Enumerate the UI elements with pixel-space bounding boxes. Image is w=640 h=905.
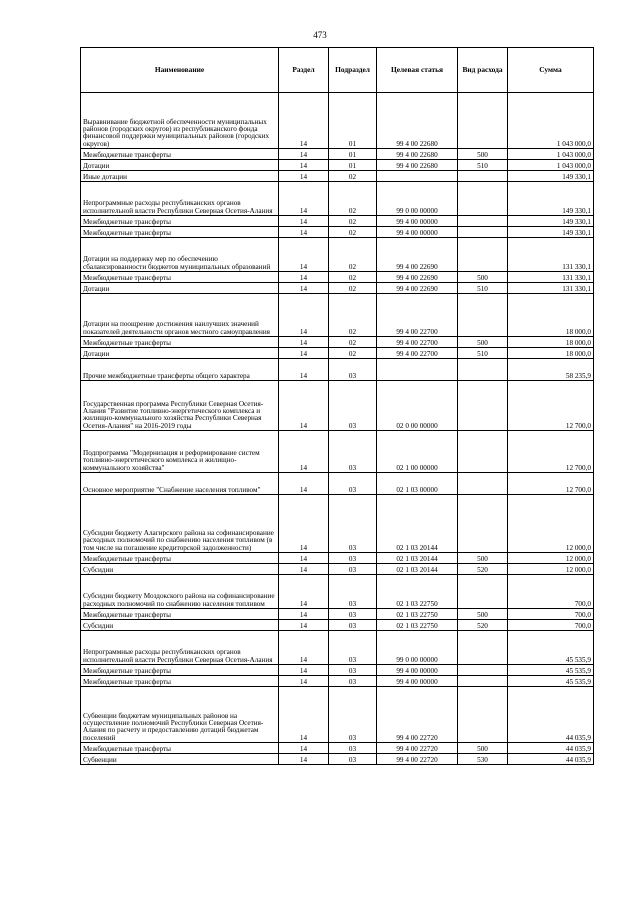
cell-name: Субсидии бюджету Моздокского района на софинансирование расходных полномочий по снабжению населения топливом bbox=[81, 575, 279, 609]
cell-subsection: 03 bbox=[329, 676, 377, 687]
cell-name: Субвенции bbox=[81, 754, 279, 765]
cell-section: 14 bbox=[279, 337, 329, 348]
cell-amount: 44 035,9 bbox=[508, 754, 594, 765]
cell-expense-type bbox=[458, 227, 508, 238]
cell-name: Непрограммные расходы республиканских органов исполнительной власти Республики Северная Осетия-Алания bbox=[81, 631, 279, 665]
cell-name: Субсидии bbox=[81, 564, 279, 575]
cell-target: 99 4 00 22690 bbox=[377, 283, 458, 294]
cell-name: Субвенции бюджетам муниципальных районов на осуществление полномочий Республики Северная Осетия-Алания по расчету и предоставлению дотаций бюджетам поселений bbox=[81, 687, 279, 743]
cell-subsection: 03 bbox=[329, 431, 377, 473]
cell-target: 99 0 00 00000 bbox=[377, 182, 458, 216]
cell-amount: 149 330,1 bbox=[508, 182, 594, 216]
header-name: Наименование bbox=[81, 48, 279, 93]
cell-section: 14 bbox=[279, 553, 329, 564]
cell-expense-type: 530 bbox=[458, 754, 508, 765]
cell-subsection: 03 bbox=[329, 575, 377, 609]
cell-amount: 131 330,1 bbox=[508, 238, 594, 272]
cell-amount: 12 700,0 bbox=[508, 381, 594, 431]
cell-subsection: 01 bbox=[329, 93, 377, 149]
cell-subsection: 03 bbox=[329, 687, 377, 743]
cell-subsection: 03 bbox=[329, 381, 377, 431]
table-row bbox=[81, 348, 594, 359]
cell-name: Дотации bbox=[81, 348, 279, 359]
table-row bbox=[81, 631, 594, 665]
cell-subsection: 01 bbox=[329, 149, 377, 160]
table-row bbox=[81, 171, 594, 182]
table-row bbox=[81, 620, 594, 631]
cell-section: 14 bbox=[279, 743, 329, 754]
table-row bbox=[81, 216, 594, 227]
cell-subsection: 03 bbox=[329, 743, 377, 754]
table-row bbox=[81, 665, 594, 676]
cell-target: 99 4 00 22700 bbox=[377, 348, 458, 359]
cell-expense-type bbox=[458, 359, 508, 381]
cell-subsection: 02 bbox=[329, 337, 377, 348]
cell-target: 99 4 00 22680 bbox=[377, 149, 458, 160]
cell-amount: 45 535,9 bbox=[508, 665, 594, 676]
cell-amount: 18 000,0 bbox=[508, 294, 594, 337]
cell-target: 02 1 03 22750 bbox=[377, 609, 458, 620]
cell-name: Межбюджетные трансферты bbox=[81, 676, 279, 687]
cell-section: 14 bbox=[279, 160, 329, 171]
table-row bbox=[81, 337, 594, 348]
cell-section: 14 bbox=[279, 687, 329, 743]
cell-section: 14 bbox=[279, 676, 329, 687]
cell-expense-type: 510 bbox=[458, 348, 508, 359]
cell-subsection: 02 bbox=[329, 294, 377, 337]
cell-subsection: 02 bbox=[329, 227, 377, 238]
cell-target: 99 4 00 00000 bbox=[377, 676, 458, 687]
cell-amount: 149 330,1 bbox=[508, 227, 594, 238]
cell-target: 02 1 00 00000 bbox=[377, 431, 458, 473]
cell-expense-type: 510 bbox=[458, 283, 508, 294]
cell-target: 02 1 03 20144 bbox=[377, 553, 458, 564]
cell-subsection: 02 bbox=[329, 238, 377, 272]
cell-amount: 700,0 bbox=[508, 620, 594, 631]
cell-section: 14 bbox=[279, 665, 329, 676]
cell-section: 14 bbox=[279, 93, 329, 149]
cell-name: Межбюджетные трансферты bbox=[81, 227, 279, 238]
cell-name: Прочие межбюджетные трансферты общего характера bbox=[81, 359, 279, 381]
cell-section: 14 bbox=[279, 754, 329, 765]
cell-name: Подпрограмма "Модернизация и реформирование систем топливно-энергетического комплекса и жилищно-коммунального хозяйства" bbox=[81, 431, 279, 473]
cell-target: 02 0 00 00000 bbox=[377, 381, 458, 431]
cell-target: 02 1 03 20144 bbox=[377, 564, 458, 575]
cell-amount: 1 043 000,0 bbox=[508, 160, 594, 171]
cell-expense-type: 500 bbox=[458, 337, 508, 348]
cell-subsection: 03 bbox=[329, 564, 377, 575]
cell-expense-type bbox=[458, 381, 508, 431]
cell-expense-type bbox=[458, 575, 508, 609]
cell-amount: 131 330,1 bbox=[508, 283, 594, 294]
cell-target: 02 1 03 00000 bbox=[377, 473, 458, 495]
cell-section: 14 bbox=[279, 620, 329, 631]
cell-subsection: 03 bbox=[329, 620, 377, 631]
header-amount: Сумма bbox=[508, 48, 594, 93]
table-row bbox=[81, 754, 594, 765]
cell-target: 99 4 00 22720 bbox=[377, 743, 458, 754]
cell-amount: 12 000,0 bbox=[508, 495, 594, 553]
cell-name: Субсидии бюджету Алагирского района на софинансирование расходных полномочий по снабжению населения топливом (в том числе на погашение кредиторской задолженности) bbox=[81, 495, 279, 553]
cell-section: 14 bbox=[279, 473, 329, 495]
cell-target: 99 4 00 00000 bbox=[377, 665, 458, 676]
table-row bbox=[81, 238, 594, 272]
cell-expense-type: 520 bbox=[458, 564, 508, 575]
cell-subsection: 03 bbox=[329, 473, 377, 495]
cell-name: Государственная программа Республики Северная Осетия-Алания "Развитие топливно-энергетического комплекса и жилищно-коммунального хозяйства Республики Северная Осетия-Алания" на 2016-2019 годы bbox=[81, 381, 279, 431]
cell-section: 14 bbox=[279, 272, 329, 283]
cell-name: Дотации на поддержку мер по обеспечению сбалансированности бюджетов муниципальных образований bbox=[81, 238, 279, 272]
header-subsection: Подраздел bbox=[329, 48, 377, 93]
cell-amount: 18 000,0 bbox=[508, 348, 594, 359]
cell-subsection: 03 bbox=[329, 553, 377, 564]
cell-target: 99 4 00 22700 bbox=[377, 337, 458, 348]
cell-amount: 149 330,1 bbox=[508, 216, 594, 227]
cell-expense-type bbox=[458, 294, 508, 337]
cell-subsection: 02 bbox=[329, 272, 377, 283]
cell-target bbox=[377, 359, 458, 381]
cell-target: 02 1 03 22750 bbox=[377, 620, 458, 631]
cell-subsection: 02 bbox=[329, 283, 377, 294]
cell-target bbox=[377, 171, 458, 182]
cell-section: 14 bbox=[279, 283, 329, 294]
table-row bbox=[81, 495, 594, 553]
cell-section: 14 bbox=[279, 294, 329, 337]
table-row bbox=[81, 381, 594, 431]
cell-subsection: 02 bbox=[329, 216, 377, 227]
cell-target: 99 4 00 00000 bbox=[377, 216, 458, 227]
cell-section: 14 bbox=[279, 227, 329, 238]
cell-expense-type bbox=[458, 687, 508, 743]
cell-name: Межбюджетные трансферты bbox=[81, 337, 279, 348]
cell-amount: 1 043 000,0 bbox=[508, 149, 594, 160]
cell-section: 14 bbox=[279, 149, 329, 160]
cell-target: 99 4 00 00000 bbox=[377, 227, 458, 238]
cell-name: Непрограммные расходы республиканских органов исполнительной власти Республики Северная Осетия-Алания bbox=[81, 182, 279, 216]
cell-expense-type bbox=[458, 93, 508, 149]
table-row bbox=[81, 182, 594, 216]
table-row bbox=[81, 553, 594, 564]
cell-subsection: 03 bbox=[329, 665, 377, 676]
cell-section: 14 bbox=[279, 631, 329, 665]
cell-name: Межбюджетные трансферты bbox=[81, 272, 279, 283]
cell-amount: 12 700,0 bbox=[508, 431, 594, 473]
cell-name: Выравнивание бюджетной обеспеченности муниципальных районов (городских округов) из республиканского фонда финансовой поддержки муниципальных районов (городских округов) bbox=[81, 93, 279, 149]
cell-expense-type bbox=[458, 182, 508, 216]
cell-subsection: 03 bbox=[329, 359, 377, 381]
cell-target: 99 4 00 22720 bbox=[377, 754, 458, 765]
table-row bbox=[81, 473, 594, 495]
cell-amount: 45 535,9 bbox=[508, 676, 594, 687]
budget-table bbox=[80, 47, 594, 765]
cell-expense-type: 520 bbox=[458, 620, 508, 631]
cell-subsection: 03 bbox=[329, 754, 377, 765]
cell-section: 14 bbox=[279, 216, 329, 227]
table-row bbox=[81, 575, 594, 609]
table-row bbox=[81, 676, 594, 687]
cell-section: 14 bbox=[279, 564, 329, 575]
cell-name: Основное мероприятие "Снабжение населения топливом" bbox=[81, 473, 279, 495]
cell-section: 14 bbox=[279, 431, 329, 473]
cell-target: 99 4 00 22690 bbox=[377, 238, 458, 272]
cell-section: 14 bbox=[279, 575, 329, 609]
cell-target: 99 4 00 22720 bbox=[377, 687, 458, 743]
cell-expense-type: 500 bbox=[458, 553, 508, 564]
table-row bbox=[81, 609, 594, 620]
cell-expense-type: 500 bbox=[458, 272, 508, 283]
cell-expense-type bbox=[458, 473, 508, 495]
cell-subsection: 01 bbox=[329, 160, 377, 171]
cell-subsection: 02 bbox=[329, 182, 377, 216]
cell-name: Межбюджетные трансферты bbox=[81, 149, 279, 160]
header-expense-type: Вид расхода bbox=[458, 48, 508, 93]
cell-amount: 12 000,0 bbox=[508, 564, 594, 575]
cell-amount: 1 043 000,0 bbox=[508, 93, 594, 149]
cell-name: Дотации bbox=[81, 160, 279, 171]
header-target: Целевая статья bbox=[377, 48, 458, 93]
table-row bbox=[81, 564, 594, 575]
table-row bbox=[81, 743, 594, 754]
table-row bbox=[81, 93, 594, 149]
cell-target: 99 4 00 22690 bbox=[377, 272, 458, 283]
cell-target: 99 4 00 22680 bbox=[377, 160, 458, 171]
cell-name: Дотации на поощрение достижения наилучших значений показателей деятельности органов местного самоуправления bbox=[81, 294, 279, 337]
cell-subsection: 03 bbox=[329, 631, 377, 665]
cell-expense-type: 500 bbox=[458, 743, 508, 754]
cell-name: Межбюджетные трансферты bbox=[81, 609, 279, 620]
table-row bbox=[81, 687, 594, 743]
cell-expense-type bbox=[458, 676, 508, 687]
cell-section: 14 bbox=[279, 238, 329, 272]
cell-name: Межбюджетные трансферты bbox=[81, 665, 279, 676]
cell-target: 99 4 00 22700 bbox=[377, 294, 458, 337]
cell-target: 99 4 00 22680 bbox=[377, 93, 458, 149]
cell-amount: 131 330,1 bbox=[508, 272, 594, 283]
cell-amount: 44 035,9 bbox=[508, 743, 594, 754]
cell-name: Межбюджетные трансферты bbox=[81, 553, 279, 564]
cell-expense-type bbox=[458, 665, 508, 676]
cell-section: 14 bbox=[279, 609, 329, 620]
cell-section: 14 bbox=[279, 171, 329, 182]
cell-expense-type bbox=[458, 216, 508, 227]
cell-expense-type bbox=[458, 631, 508, 665]
cell-expense-type bbox=[458, 495, 508, 553]
table-row bbox=[81, 431, 594, 473]
table-header-row bbox=[81, 48, 594, 93]
cell-name: Дотации bbox=[81, 283, 279, 294]
cell-expense-type: 500 bbox=[458, 609, 508, 620]
table-row bbox=[81, 272, 594, 283]
cell-expense-type bbox=[458, 238, 508, 272]
table-row bbox=[81, 359, 594, 381]
cell-target: 02 1 03 22750 bbox=[377, 575, 458, 609]
cell-section: 14 bbox=[279, 348, 329, 359]
cell-amount: 700,0 bbox=[508, 609, 594, 620]
cell-amount: 18 000,0 bbox=[508, 337, 594, 348]
cell-target: 99 0 00 00000 bbox=[377, 631, 458, 665]
cell-name: Субсидии bbox=[81, 620, 279, 631]
cell-subsection: 03 bbox=[329, 609, 377, 620]
cell-amount: 12 700,0 bbox=[508, 473, 594, 495]
cell-amount: 149 330,1 bbox=[508, 171, 594, 182]
cell-expense-type bbox=[458, 431, 508, 473]
cell-expense-type bbox=[458, 171, 508, 182]
cell-section: 14 bbox=[279, 359, 329, 381]
cell-section: 14 bbox=[279, 182, 329, 216]
table-row bbox=[81, 283, 594, 294]
cell-section: 14 bbox=[279, 495, 329, 553]
table-row bbox=[81, 149, 594, 160]
cell-section: 14 bbox=[279, 381, 329, 431]
cell-name: Межбюджетные трансферты bbox=[81, 216, 279, 227]
cell-subsection: 02 bbox=[329, 348, 377, 359]
cell-amount: 44 035,9 bbox=[508, 687, 594, 743]
cell-expense-type: 510 bbox=[458, 160, 508, 171]
cell-subsection: 03 bbox=[329, 495, 377, 553]
page-number: 473 bbox=[313, 30, 327, 40]
cell-target: 02 1 03 20144 bbox=[377, 495, 458, 553]
table-row bbox=[81, 160, 594, 171]
cell-amount: 700,0 bbox=[508, 575, 594, 609]
cell-name: Межбюджетные трансферты bbox=[81, 743, 279, 754]
cell-amount: 12 000,0 bbox=[508, 553, 594, 564]
cell-amount: 45 535,9 bbox=[508, 631, 594, 665]
table-row bbox=[81, 294, 594, 337]
cell-name: Иные дотации bbox=[81, 171, 279, 182]
cell-subsection: 02 bbox=[329, 171, 377, 182]
table-row bbox=[81, 227, 594, 238]
cell-amount: 58 235,9 bbox=[508, 359, 594, 381]
cell-expense-type: 500 bbox=[458, 149, 508, 160]
header-section: Раздел bbox=[279, 48, 329, 93]
